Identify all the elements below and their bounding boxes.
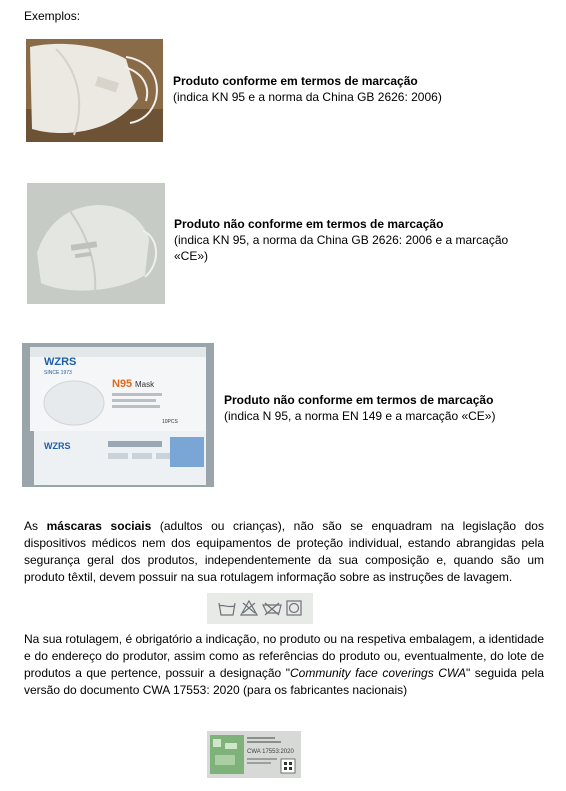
qr-code-icon — [281, 759, 295, 773]
example-3-title: Produto não conforme em termos de marcação — [224, 393, 494, 407]
para2-end: " seguida pela versão do documento CWA 17553: 2020 (para os fabricantes nacionais) — [24, 666, 545, 697]
example-1-photo — [26, 39, 163, 142]
example-3-caption — [224, 392, 544, 424]
washing-symbols-image — [207, 593, 313, 624]
svg-text:WZRS: WZRS — [44, 441, 71, 451]
example-3-photo — [22, 343, 214, 487]
heading: Exemplos: — [24, 9, 81, 23]
example-2-detail: (indica KN 95, a norma da China GB 2626: 2006 e a marcação «CE») — [174, 233, 509, 263]
cwa-standard-text: CWA 17553:2020 — [247, 749, 294, 755]
para2-italic: Community face coverings CWA — [289, 666, 467, 680]
para1-rest: (adultos ou crianças), não são se enquadram na legislação dos dispositivos médicos nem dos equipamentos de proteção individual, estando abrangidas pela segurança geral dos produtos, independentemente da sua composição e, quando são um produto têxtil, devem possuir na sua rotulagem informação sobre as instruções de lavagem. — [24, 519, 544, 584]
example-2-title: Produto não conforme em termos de marcação — [174, 217, 444, 231]
cwa-label-image — [207, 731, 301, 778]
example-1-caption — [173, 73, 533, 105]
example-2-caption — [174, 216, 544, 264]
box-mask-word: Mask — [135, 380, 155, 389]
social-masks-paragraph — [24, 518, 544, 586]
labelling-paragraph — [24, 631, 544, 699]
para2-text: Na sua rotulagem, é obrigatório a indicação, no produto ou na respetiva embalagem, a identidade e do endereço do produtor, assim como as referências do produto ou, eventualmente, do lote de produtos a que pertence, possuir a designação " — [24, 632, 544, 680]
box-mask-label: N95 — [112, 378, 133, 390]
example-3-detail: (indica N 95, a norma EN 149 e a marcação «CE») — [224, 409, 496, 423]
box-brand: WZRS — [44, 356, 77, 368]
example-1-title: Produto conforme em termos de marcação — [173, 74, 418, 88]
para1-lead: As — [24, 519, 47, 533]
example-2-photo — [27, 183, 165, 304]
box-since: SINCE 1973 — [44, 370, 72, 376]
example-1-detail: (indica KN 95 e a norma da China GB 2626: 2006) — [173, 90, 442, 104]
box-count: 10PCS — [162, 419, 178, 425]
para1-bold: máscaras sociais — [46, 519, 152, 533]
